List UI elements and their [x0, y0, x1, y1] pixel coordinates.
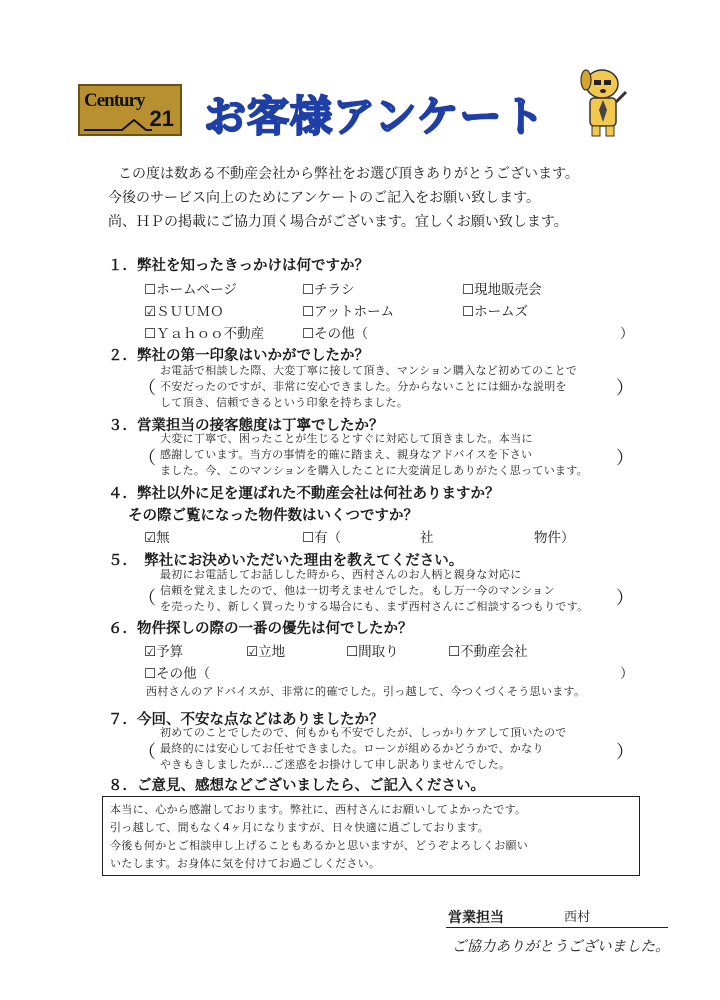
open-paren: （: [138, 588, 156, 609]
q3-answer-line-1: 大変に丁寧で、困ったことが生じるとすぐに対応して頂きました。本当に: [160, 432, 533, 445]
q1-option-yahoo[interactable]: ☐Ｙａｈｏｏ不動産: [144, 326, 265, 342]
q7-answer-line-2: 最終的には安心してお任せできました。ローンが組めるかどうかで、かなり: [160, 742, 544, 755]
checkbox-checked[interactable]: ☑: [144, 644, 157, 660]
open-paren: （: [138, 448, 156, 469]
q5-answer-line-1: 最初にお電話してお話しした時から、西村さんのお人柄と親身な対応に: [160, 568, 522, 581]
close-paren: ）: [616, 378, 634, 399]
q6-option-agency[interactable]: ☐不動産会社: [448, 644, 528, 660]
q1-other-close-paren: ）: [620, 326, 634, 342]
house-roof-icon: [84, 114, 154, 132]
q6-option-location[interactable]: ☑立地: [246, 644, 286, 660]
question-7: ７．今回、不安な点などはありましたか？: [108, 712, 384, 728]
staff-name: 西村: [564, 910, 591, 925]
question-3: ３．営業担当の接客態度は丁寧でしたか？: [108, 418, 384, 434]
intro-line-3: 尚、ＨＰの掲載にご協力頂く場合がございます。宜しくお願い致します。: [108, 214, 568, 230]
q8-answer-line-2: 引っ越して、間もなく4ヶ月になりますが、日々快適に過ごしております。: [110, 821, 490, 834]
q6-answer: 西村さんのアドバイスが、非常に的確でした。引っ越して、今つくづくそう思います。: [146, 685, 586, 698]
open-paren: （: [138, 742, 156, 763]
q5-answer-line-2: 信頼を覚えましたので、他は一切考えませんでした。もし万一今のマンション: [160, 584, 555, 597]
q6-option-other[interactable]: ☐その他（: [144, 666, 211, 682]
q7-answer-line-3: やきもきしましたが…ご迷惑をお掛けして申し訳ありませんでした。: [160, 758, 511, 771]
question-4: ４．弊社以外に足を運ばれた不動産会社は何社ありますか？: [108, 486, 500, 502]
question-8: ８．ご意見、感想などございましたら、ご記入ください。: [108, 778, 485, 794]
q4-property-unit: 物件）: [534, 530, 575, 546]
page-title: お客様アンケート: [204, 92, 546, 141]
q4-option-none[interactable]: ☑無: [144, 530, 170, 546]
closing-thanks: ご協力ありがとうございました。: [452, 939, 670, 955]
q1-option-homes[interactable]: ☐ホームズ: [462, 304, 529, 320]
q1-option-flyer[interactable]: ☐チラシ: [302, 282, 355, 298]
q1-option-open-house[interactable]: ☐現地販売会: [462, 282, 542, 298]
checkbox[interactable]: ☐: [462, 282, 475, 298]
close-paren: ）: [616, 742, 634, 763]
q1-option-other[interactable]: ☐その他（: [302, 326, 369, 342]
logo-number: 21: [149, 106, 174, 131]
question-1: １．弊社を知ったきっかけは何ですか？: [108, 258, 369, 274]
signature-line: [446, 927, 668, 928]
q6-option-layout[interactable]: ☐間取り: [346, 644, 399, 660]
checkbox[interactable]: ☐: [302, 530, 315, 546]
question-6: ６．物件探しの際の一番の優先は何でしたか？: [108, 621, 413, 637]
q1-option-athome[interactable]: ☐アットホーム: [302, 304, 395, 320]
century21-logo: [78, 84, 182, 136]
checkbox-checked[interactable]: ☑: [246, 644, 259, 660]
logo-brand-text: Century: [84, 90, 145, 111]
close-paren: ）: [616, 588, 634, 609]
q6-other-close-paren: ）: [620, 666, 634, 682]
q7-answer-line-1: 初めてのことでしたので、何もかも不安でしたが、しっかりケアして頂いたので: [160, 726, 567, 739]
close-paren: ）: [616, 448, 634, 469]
q2-answer-line-3: して頂き、信頼できるという印象を持ちました。: [160, 396, 409, 409]
question-5: ５． 弊社にお決めいただいた理由を教えてください。: [108, 553, 464, 569]
checkbox[interactable]: ☐: [462, 304, 475, 320]
checkbox[interactable]: ☐: [302, 326, 315, 342]
q2-answer-line-2: 不安だったのですが、非常に安心できました。分からないことには細かな説明を: [160, 380, 567, 393]
q3-answer-line-3: ました。今、このマンションを購入したことに大変満足しありがたく思っています。: [160, 464, 589, 477]
q1-option-suumo[interactable]: ☑ＳＵＵＭＯ: [144, 304, 224, 320]
checkbox-checked[interactable]: ☑: [144, 304, 157, 320]
q2-answer-line-1: お電話で相談した際、大変丁寧に接して頂き、マンション購入など初めてのことで: [160, 364, 578, 377]
q8-answer-line-4: いたします。お身体に気を付けてお過ごしください。: [110, 857, 381, 870]
q3-answer-line-2: 感謝しています。当方の事情を的確に踏まえ、親身なアドバイスを下さい: [160, 448, 533, 461]
q5-answer-line-3: を売ったり、新しく買ったりする場合にも、まず西村さんにご相談するつもりです。: [160, 600, 589, 613]
q4-company-unit: 社: [420, 530, 434, 546]
checkbox[interactable]: ☐: [144, 282, 157, 298]
checkbox[interactable]: ☐: [302, 304, 315, 320]
open-paren: （: [138, 378, 156, 399]
checkbox[interactable]: ☐: [302, 282, 315, 298]
checkbox[interactable]: ☐: [346, 644, 359, 660]
q8-answer-line-3: 今後も何かとご相談申し上げることもあるかと思いますが、どうぞよろしくお願い: [110, 839, 529, 852]
checkbox[interactable]: ☐: [448, 644, 461, 660]
checkbox-checked[interactable]: ☑: [144, 530, 157, 546]
intro-line-2: 今後のサービス向上のためにアンケートのご記入をお願い致します。: [108, 190, 541, 206]
q1-option-homepage[interactable]: ☐ホームページ: [144, 282, 237, 298]
question-2: ２．弊社の第一印象はいかがでしたか？: [108, 348, 369, 364]
staff-label: 営業担当: [448, 910, 504, 926]
q6-option-budget[interactable]: ☑予算: [144, 644, 184, 660]
dog-mascot-icon: [576, 66, 632, 140]
checkbox[interactable]: ☐: [144, 666, 157, 682]
question-4-sub: その際ご覧になった物件数はいくつですか？: [128, 508, 418, 524]
intro-line-1: この度は数ある不動産会社から弊社をお選び頂きありがとうございます。: [118, 166, 579, 182]
checkbox[interactable]: ☐: [144, 326, 157, 342]
q4-option-yes[interactable]: ☐有（: [302, 530, 342, 546]
q8-answer-line-1: 本当に、心から感謝しております。弊社に、西村さんにお願いしてよかったです。: [110, 803, 527, 816]
